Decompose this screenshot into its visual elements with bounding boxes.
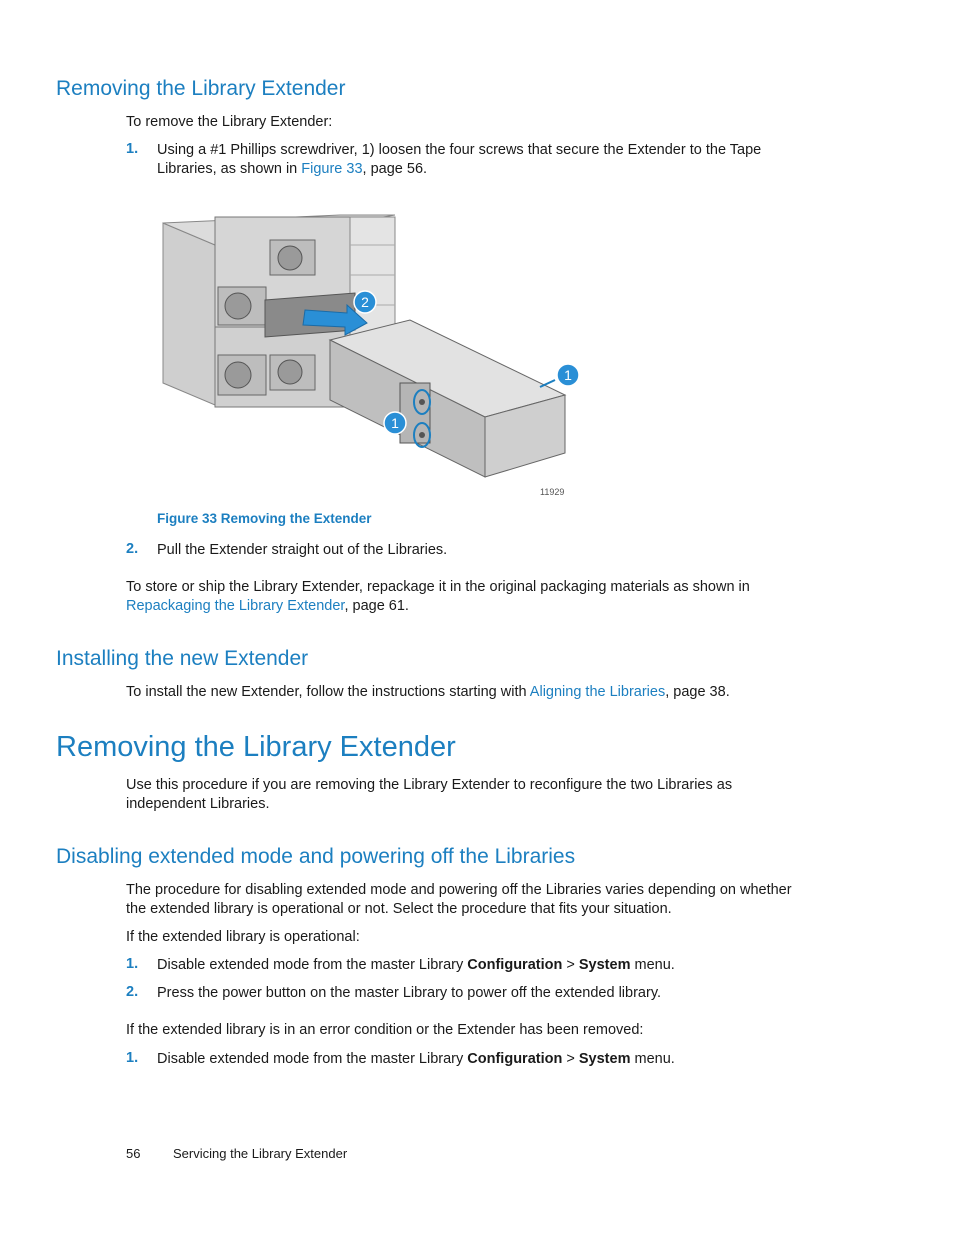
operational-intro: If the extended library is operational: (126, 929, 360, 945)
callout-label: 1 (391, 415, 399, 431)
step-text: Disable extended mode from the master Library Configuration > System menu. (157, 1051, 675, 1067)
menu-configuration: Configuration (467, 1051, 563, 1067)
store-text: To store or ship the Library Extender, repackage it in the original packaging materials as shown in Repackaging the Library Extender, page 61. (126, 579, 750, 614)
callout-label: 1 (564, 367, 572, 383)
fan-icon (225, 293, 251, 319)
step-number: 1. (126, 141, 139, 157)
extender-removal-figure (155, 205, 595, 505)
list-item (126, 984, 806, 1003)
error-intro: If the extended library is in an error condition or the Extender has been removed: (126, 1022, 644, 1038)
repackaging-link[interactable]: Repackaging the Library Extender (126, 598, 345, 614)
intro-text: To remove the Library Extender: (126, 114, 333, 130)
callout-label: 2 (361, 294, 369, 310)
section-heading-installing: Installing the new Extender (56, 647, 309, 670)
section-heading-disabling: Disabling extended mode and powering off the Libraries (56, 845, 576, 868)
fan-icon (225, 362, 251, 388)
disabling-text: The procedure for disabling extended mode and powering off the Libraries varies depending on whether the extended library is operational or not. Select the procedure that fits your situation. (126, 882, 792, 917)
figure-id: 11929 (540, 487, 565, 497)
step-number: 2. (126, 541, 139, 557)
screw-icon (419, 399, 425, 405)
install-text: To install the new Extender, follow the instructions starting with Aligning the Libraries, page 38. (126, 684, 730, 700)
menu-system: System (578, 1051, 631, 1067)
figure-link[interactable]: Figure 33 (301, 161, 363, 177)
menu-configuration: Configuration (467, 957, 563, 973)
chapter-heading: Removing the Library Extender (56, 731, 456, 763)
section-heading-removing: Removing the Library Extender (56, 77, 346, 100)
list-item (126, 141, 806, 179)
step-number: 1. (126, 1050, 139, 1066)
footer-title: Servicing the Library Extender (173, 1146, 348, 1161)
library-side-upper (163, 223, 215, 405)
procedure-text: Use this procedure if you are removing the Library Extender to reconfigure the two Libraries as independent Libraries. (126, 777, 733, 812)
step-text: Press the power button on the master Library to power off the extended library. (157, 985, 662, 1001)
step-text: Pull the Extender straight out of the Libraries. (157, 542, 448, 558)
step-text: Using a #1 Phillips screwdriver, 1) loosen the four screws that secure the Extender to the Tape Libraries, as shown in Figure 33, page 56. (157, 142, 762, 177)
step-number: 1. (126, 956, 139, 972)
list-item (126, 1050, 806, 1069)
aligning-link[interactable]: Aligning the Libraries (529, 684, 666, 700)
fan-icon (278, 360, 302, 384)
list-item (126, 956, 806, 975)
step-text: Disable extended mode from the master Library Configuration > System menu. (157, 957, 675, 973)
menu-system: System (578, 957, 631, 973)
step-number: 2. (126, 984, 139, 1000)
fan-icon (278, 246, 302, 270)
list-item (126, 541, 806, 560)
screw-icon (419, 432, 425, 438)
page-number: 56 (126, 1146, 141, 1161)
figure-caption: Figure 33 Removing the Extender (157, 511, 372, 526)
